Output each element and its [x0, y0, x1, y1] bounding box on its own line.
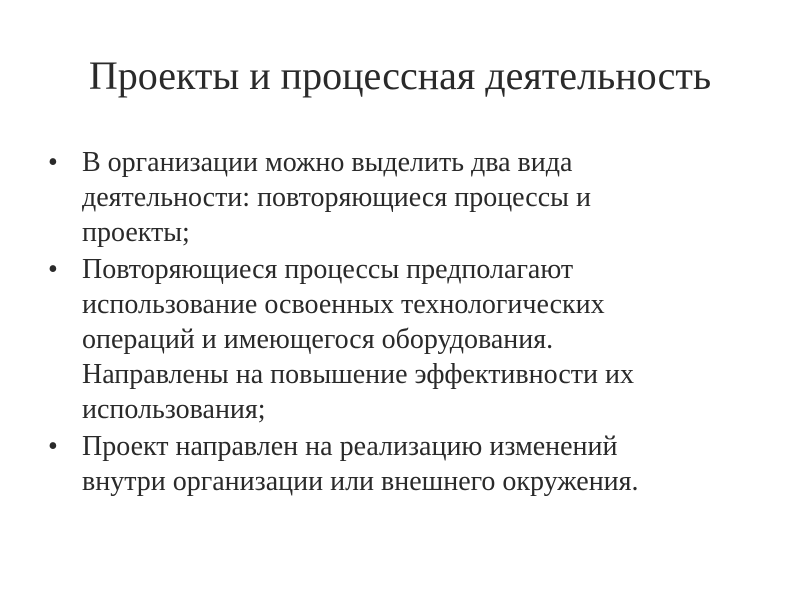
bullet-text-line: использование освоенных технологических [82, 289, 605, 320]
bullet-item [44, 145, 764, 250]
bullet-text-line: деятельности: повторяющиеся процессы и [82, 182, 591, 213]
bullet-text-line: операций и имеющегося оборудования. [82, 324, 554, 355]
slide-title: Проекты и процессная деятельность [88, 53, 712, 98]
bullet-text-line: Направлены на повышение эффективности их [82, 359, 634, 390]
bullet-text-line: Повторяющиеся процессы предполагают [82, 254, 574, 285]
bullet-list [44, 145, 764, 501]
bullet-text-line: Проект направлен на реализацию изменений [82, 431, 618, 462]
bullet-icon: • [48, 431, 58, 462]
bullet-item [44, 429, 764, 499]
bullet-text-line: использования; [82, 394, 266, 425]
bullet-text-line: проекты; [82, 217, 190, 248]
bullet-text-line: внутри организации или внешнего окружения. [82, 466, 639, 497]
bullet-item [44, 252, 764, 427]
bullet-text-line: В организации можно выделить два вида [82, 147, 573, 178]
bullet-icon: • [48, 254, 58, 285]
bullet-icon: • [48, 147, 58, 178]
